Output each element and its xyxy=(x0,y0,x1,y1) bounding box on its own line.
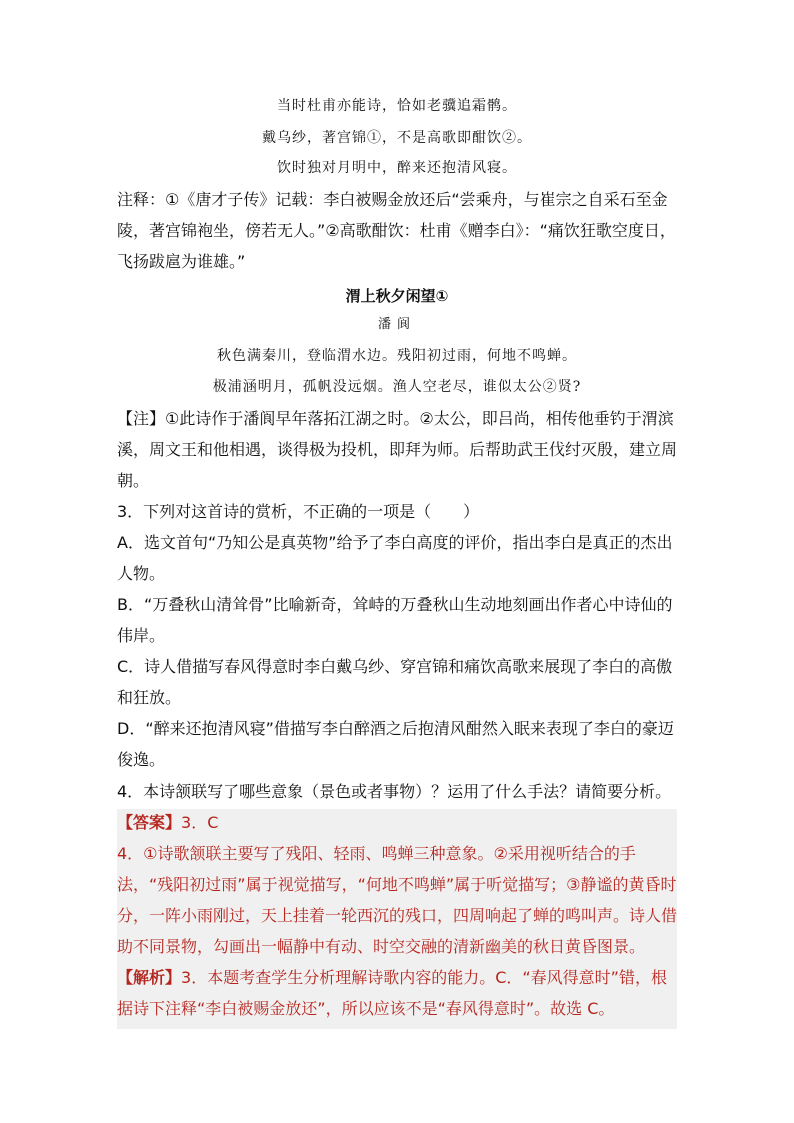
question-4-stem: 4．本诗颔联写了哪些意象（景色或者事物）？运用了什么手法？请简要分析。 xyxy=(117,782,672,801)
poem2-annotation: 【注】①此诗作于潘阆早年落拓江湖之时。②太公，即吕尚，相传他垂钓于渭滨溪，周文王和他相遇，谈得极为投机，即拜为师。后帮助武王伐纣灭殷，建立周朝。 xyxy=(117,409,678,490)
question-3-option-b: B．“万叠秋山清耸骨”比喻新奇，耸峙的万叠秋山生动地刻画出作者心中诗仙的伟岸。 xyxy=(117,595,673,645)
poem2-line-1: 秋色满秦川，登临渭水边。残阳初过雨，何地不鸣蝉。 xyxy=(217,348,577,364)
question-3-option-d: D．“醉来还抱清风寝”借描写李白醉酒之后抱清风酣然入眠来表现了李白的豪迈俊逸。 xyxy=(117,719,674,769)
analysis xyxy=(117,962,677,1024)
poem1-annotation: 注释：①《唐才子传》记载：李白被赐金放还后“尝乘舟，与崔宗之自采石至金陵，著宫锦袍坐，傍若无人。”②高歌酣饮：杜甫《赠李白》：“痛饮狂歌空度日，飞扬跋扈为谁雄。” xyxy=(117,190,676,271)
analysis-text: 3．本题考查学生分析理解诗歌内容的能力。C．“春风得意时”错，根据诗下注释“李白被赐金放还”，所以应该不是“春风得意时”。故选 C。 xyxy=(117,968,667,1018)
question-3-option-a: A．选文首句“乃知公是真英物”给予了李白高度的评价，指出李白是真正的杰出人物。 xyxy=(117,533,673,583)
poem2-title: 渭上秋夕闲望① xyxy=(345,287,449,305)
answer-q3-text: 3．C xyxy=(181,813,219,832)
poem2-line-2: 极浦涵明月，孤帆没远烟。渔人空老尽，谁似太公②贤? xyxy=(212,379,582,395)
answer-q3 xyxy=(117,807,677,838)
question-3-option-c: C．诗人借描写春风得意时李白戴乌纱、穿宫锦和痛饮高歌来展现了李白的高傲和狂放。 xyxy=(117,657,673,707)
poem1-line-1: 当时杜甫亦能诗，恰如老骥追霜鹘。 xyxy=(277,98,517,114)
poem1-line-2: 戴乌纱，著宫锦①，不是高歌即酣饮②。 xyxy=(262,130,532,146)
answer-q4: 4．①诗歌颔联主要写了残阳、轻雨、鸣蝉三种意象。②采用视听结合的手法，“残阳初过雨”属于视觉描写，“何地不鸣蝉”属于听觉描写；③静谧的黄昏时分，一阵小雨刚过，天上挂着一轮西沉的残口，四周响起了蝉的鸣叫声。诗人借助不同景物，勾画出一幅静中有动、时空交融的清新幽美的秋日黄昏图景。 xyxy=(117,844,678,956)
poem1-line-3: 饮时独对月明中，醉来还抱清风寝。 xyxy=(277,160,517,176)
poem2-author: 潘阆 xyxy=(377,317,416,332)
analysis-tag: 【解析】 xyxy=(117,968,182,987)
answer-tag: 【答案】 xyxy=(117,813,182,832)
question-3-stem: 3．下列对这首诗的赏析，不正确的一项是（ ） xyxy=(117,502,480,521)
